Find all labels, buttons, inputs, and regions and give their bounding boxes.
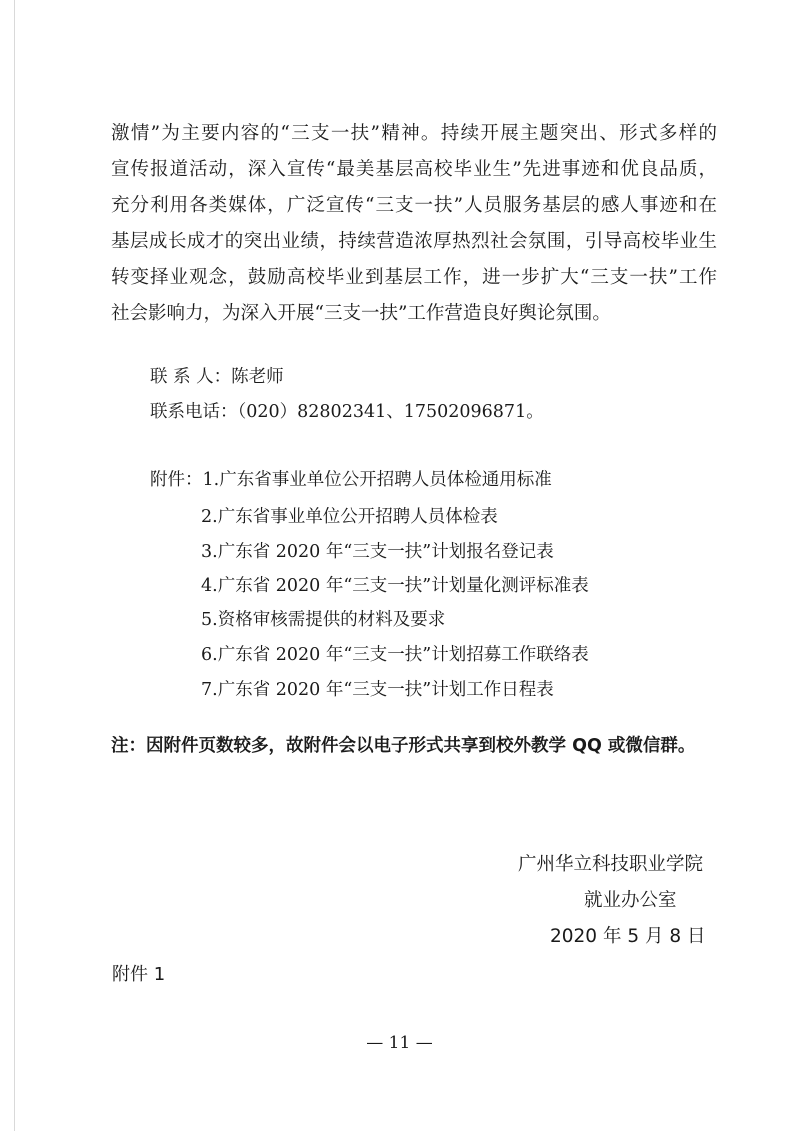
paragraph-line: 充分利用各类媒体，广泛宣传“三支一扶”人员服务基层的感人事迹和在 xyxy=(111,195,717,216)
attachment-item: 7.广东省 2020 年“三支一扶”计划工作日程表 xyxy=(201,680,554,700)
page-number: — 11 — xyxy=(366,1033,433,1053)
paragraph-line: 宣传报道活动，深入宣传“最美基层高校毕业生”先进事迹和优良品质， xyxy=(111,159,717,180)
contact-phone-value: （020）82802341、17502096871。 xyxy=(237,402,544,422)
contact-person xyxy=(150,366,284,388)
signature-date: 2020 年 5 月 8 日 xyxy=(550,926,706,947)
attachment-item: 4.广东省 2020 年“三支一扶”计划量化测评标准表 xyxy=(201,576,589,596)
body-paragraph xyxy=(111,116,717,332)
attachment-item: 2.广东省事业单位公开招聘人员体检表 xyxy=(201,507,498,527)
attachment-note: 注：因附件页数较多，故附件会以电子形式共享到校外教学 QQ 或微信群。 xyxy=(111,736,696,756)
signature-office: 就业办公室 xyxy=(584,890,677,911)
attachment-item: 5.资格审核需提供的材料及要求 xyxy=(201,610,446,630)
attachment-item: 1.广东省事业单位公开招聘人员体检通用标准 xyxy=(202,470,552,490)
attachments-block xyxy=(150,469,552,491)
contact-phone-label: 联系电话： xyxy=(150,402,238,422)
scan-edge-line xyxy=(14,0,15,1131)
attachments-label: 附件： xyxy=(150,470,203,490)
appendix-label: 附件 1 xyxy=(112,964,166,985)
signature-org: 广州华立科技职业学院 xyxy=(518,854,704,875)
contact-person-value: 陈老师 xyxy=(231,367,284,387)
paragraph-line: 社会影响力，为深入开展“三支一扶”工作营造良好舆论氛围。 xyxy=(111,303,611,324)
paragraph-line: 转变择业观念，鼓励高校毕业到基层工作，进一步扩大“三支一扶”工作 xyxy=(111,267,717,288)
paragraph-line: 激情”为主要内容的“三支一扶”精神。持续开展主题突出、形式多样的 xyxy=(111,123,717,144)
attachment-item: 3.广东省 2020 年“三支一扶”计划报名登记表 xyxy=(201,542,554,562)
attachment-item: 6.广东省 2020 年“三支一扶”计划招募工作联络表 xyxy=(201,645,589,665)
contact-phone xyxy=(150,401,544,423)
contact-person-label: 联 系 人： xyxy=(150,367,232,387)
paragraph-line: 基层成长成才的突出业绩，持续营造浓厚热烈社会氛围，引导高校毕业生 xyxy=(111,231,717,252)
